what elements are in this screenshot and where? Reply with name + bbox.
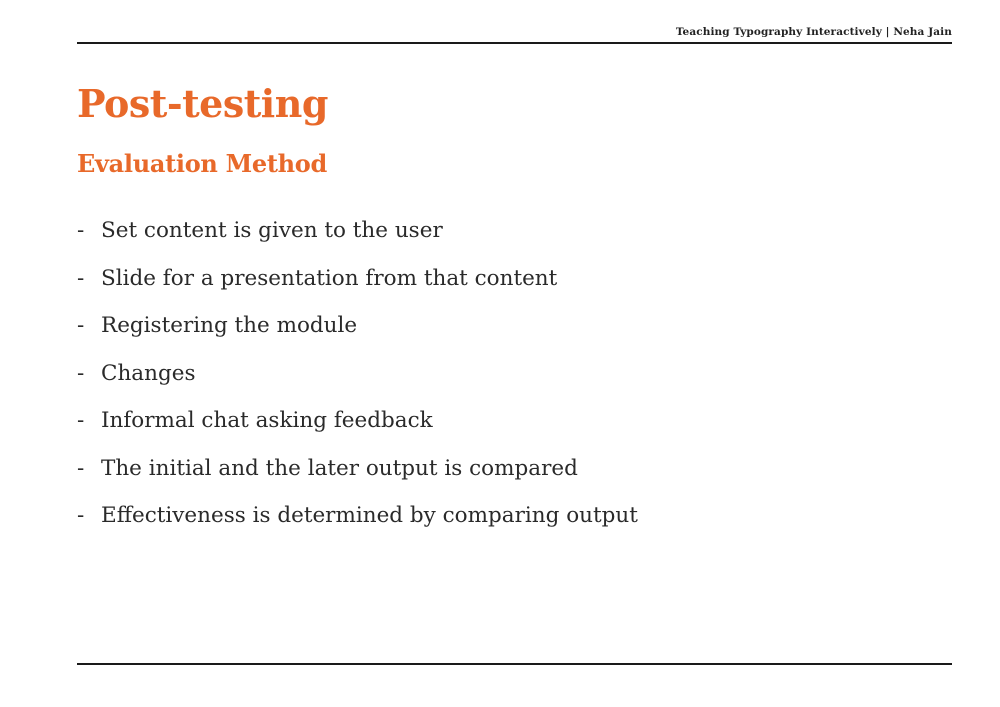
list-item-text: Changes (101, 360, 196, 386)
slide-title: Post-testing (77, 81, 328, 126)
list-item-text: Effectiveness is determined by comparing output (101, 503, 638, 528)
dash-bullet-icon: - (77, 313, 85, 338)
list-item-text: The initial and the later output is compared (101, 455, 578, 481)
list-item-text: Slide for a presentation from that content (101, 265, 558, 291)
dash-bullet-icon: - (77, 503, 85, 528)
dash-bullet-icon: - (77, 455, 85, 481)
dash-bullet-icon: - (77, 360, 85, 386)
dash-bullet-icon: - (77, 218, 85, 243)
list-item (77, 218, 638, 266)
running-header: Teaching Typography Interactively | Neha Jain (675, 26, 952, 38)
list-item-text: Registering the module (101, 313, 358, 338)
bullet-list (77, 218, 638, 551)
list-item-text: Set content is given to the user (101, 218, 443, 243)
dash-bullet-icon: - (77, 408, 85, 433)
list-item (77, 408, 638, 456)
list-item (77, 313, 638, 361)
dash-bullet-icon: - (77, 265, 85, 291)
list-item (77, 456, 638, 504)
list-item-text: Informal chat asking feedback (101, 408, 433, 433)
list-item (77, 361, 638, 409)
slide-subtitle: Evaluation Method (77, 149, 327, 178)
top-divider (77, 42, 952, 44)
list-item (77, 503, 638, 551)
bottom-divider (77, 663, 952, 665)
list-item (77, 266, 638, 314)
